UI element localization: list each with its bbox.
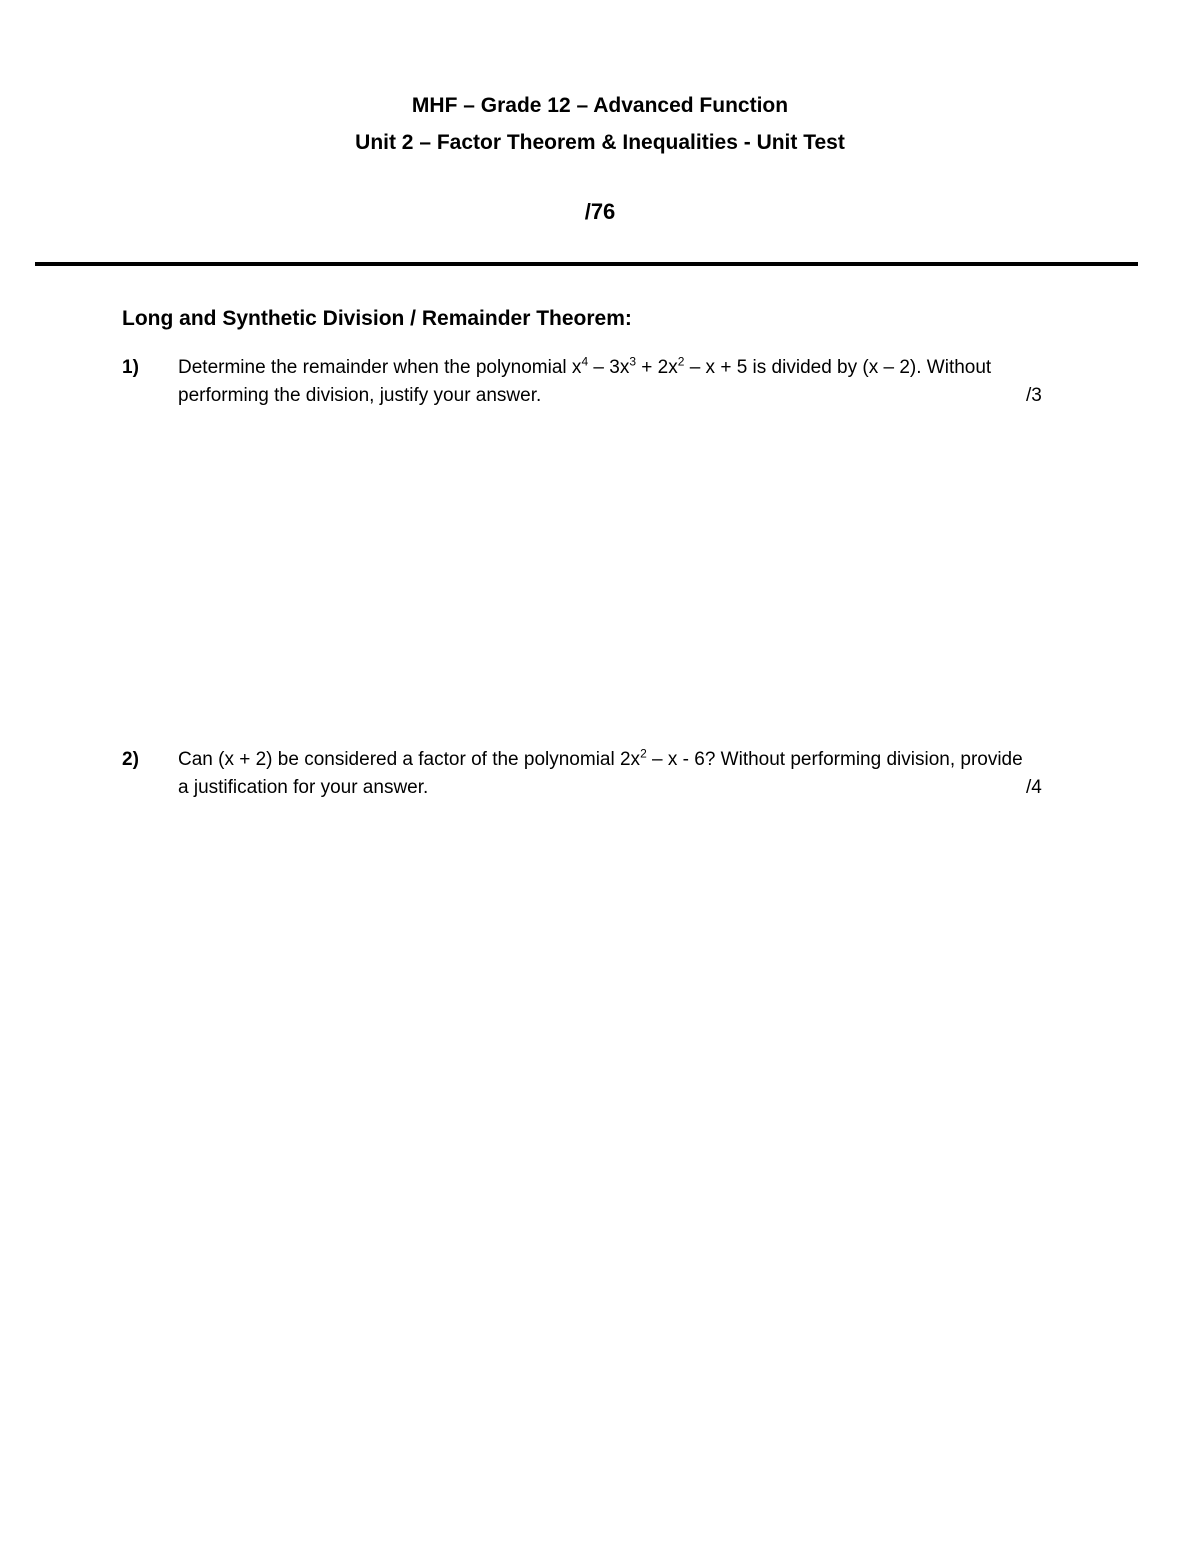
question-1-text-line1 xyxy=(178,354,991,382)
question-2-text-part: – x - 6? Without performing division, provide xyxy=(646,749,1023,770)
question-1-exponent: 2 xyxy=(677,354,685,369)
question-2-number: 2) xyxy=(122,749,139,770)
question-2-text-line1 xyxy=(178,746,1023,774)
question-1-marks: /3 xyxy=(1026,385,1042,406)
question-1-exponent: 3 xyxy=(629,354,637,369)
question-1-text-part: – 3x xyxy=(588,357,630,378)
question-1-text-part: Determine the remainder when the polynomial x xyxy=(178,357,582,378)
question-1-number: 1) xyxy=(122,357,139,378)
question-2-marks: /4 xyxy=(1026,777,1042,798)
section-heading: Long and Synthetic Division / Remainder Theorem: xyxy=(122,307,632,330)
header-divider xyxy=(35,262,1138,266)
question-1-exponent: 4 xyxy=(581,354,589,369)
document-title: MHF – Grade 12 – Advanced Function xyxy=(411,94,789,117)
question-2-text-part: Can (x + 2) be considered a factor of the polynomial 2x xyxy=(178,749,641,770)
document-subtitle: Unit 2 – Factor Theorem & Inequalities - Unit Test xyxy=(355,131,845,154)
question-2-text-line2: a justification for your answer. xyxy=(178,777,429,798)
question-2-exponent: 2 xyxy=(640,746,647,761)
question-1-text-line2: performing the division, justify your answer. xyxy=(178,385,542,406)
question-1-text-part: – x + 5 is divided by (x – 2). Without xyxy=(684,357,992,378)
total-marks: /76 xyxy=(584,199,616,224)
question-1-text-part: + 2x xyxy=(636,357,678,378)
